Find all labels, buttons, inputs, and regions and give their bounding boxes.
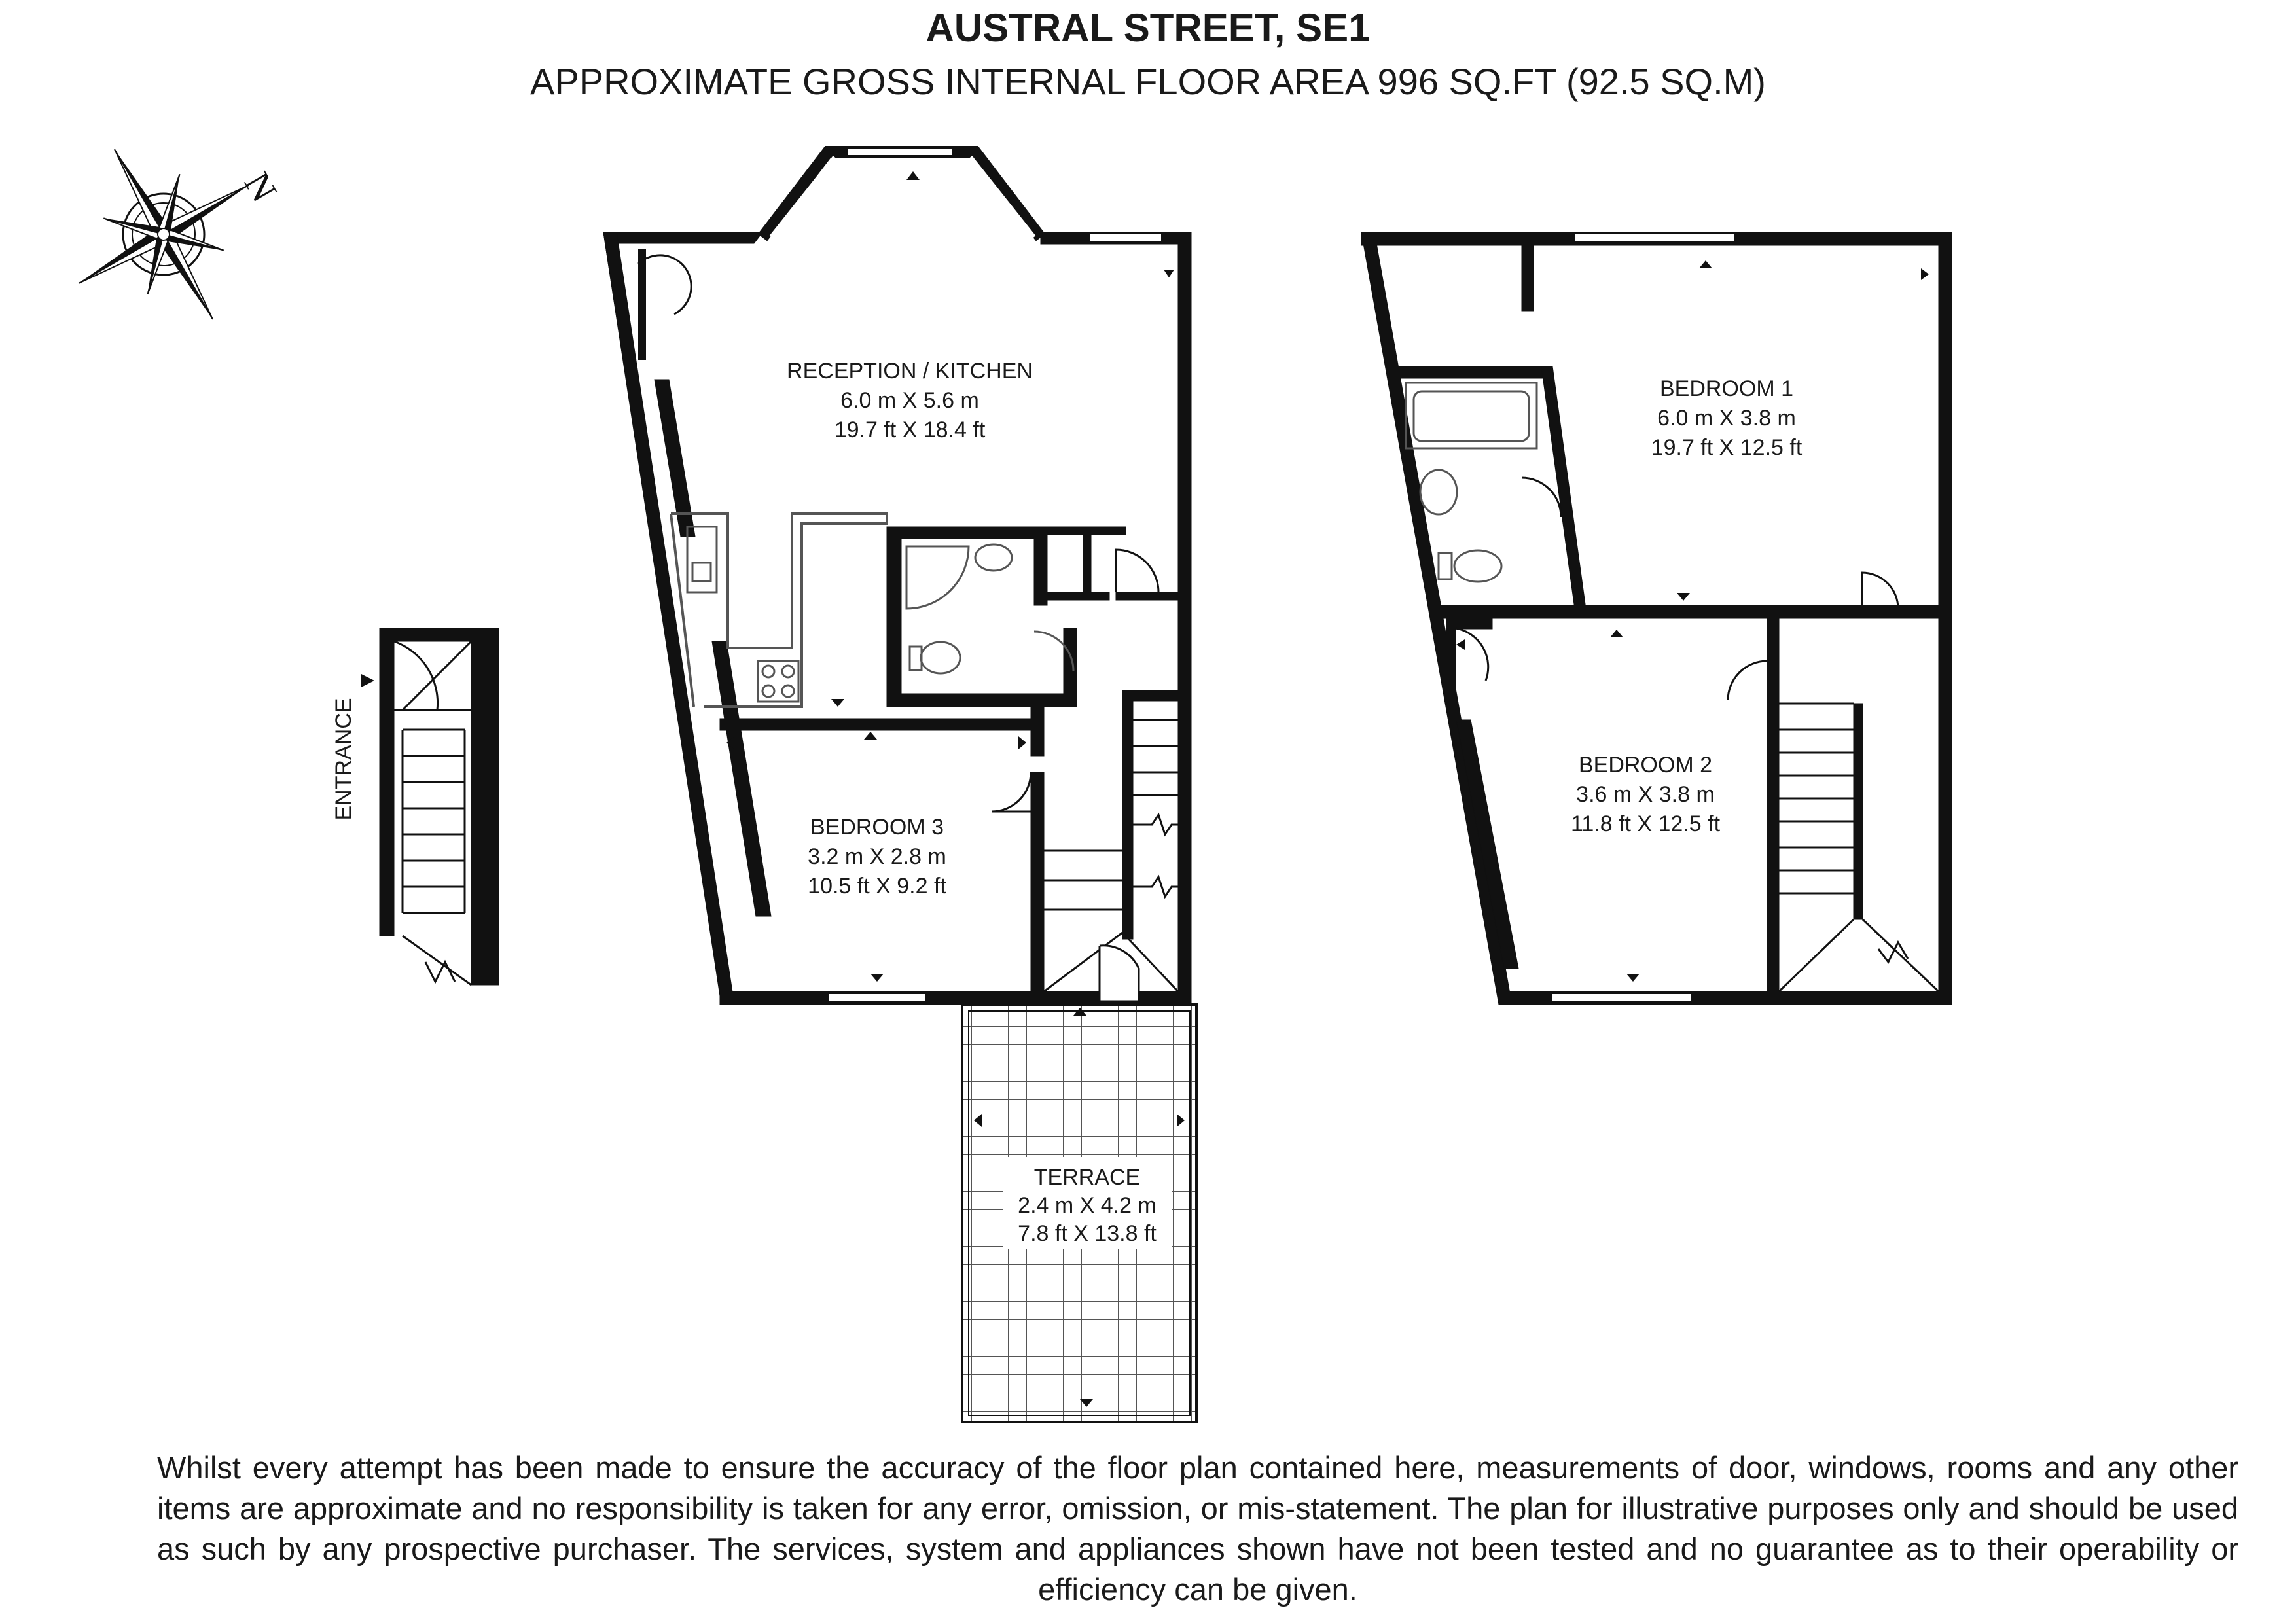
room-terrace [1018, 1165, 1157, 1246]
compass-icon [29, 100, 298, 368]
room-reception-kitchen [787, 359, 1033, 442]
room-name: BEDROOM 1 [1659, 376, 1794, 401]
room-size-metric: 6.0 m X 5.6 m [840, 388, 979, 413]
room-name: BEDROOM 2 [1578, 753, 1713, 777]
upper-floor [1361, 232, 1952, 1005]
entrance-label: ENTRANCE [331, 698, 356, 821]
disclaimer-text: Whilst every attempt has been made to ensure the accuracy of the floor plan contained here, measurements of door, windows, rooms and any other items are approximate and no responsibility is taken for any error, omission, or mis-statement. The plan for illustrative purposes only and should be used as such by any prospective purchaser. The services, system and appliances shown have not been tested and no guarantee as to their operability or efficiency can be given. [157, 1450, 2238, 1607]
entrance-stair [361, 628, 499, 985]
room-size-imperial: 10.5 ft X 9.2 ft [808, 874, 946, 899]
room-name: TERRACE [1033, 1165, 1141, 1190]
compass-north-label: N [236, 166, 285, 209]
room-size-imperial: 11.8 ft X 12.5 ft [1570, 812, 1721, 836]
room-size-metric: 3.2 m X 2.8 m [808, 844, 946, 869]
floor-area-subtitle: APPROXIMATE GROSS INTERNAL FLOOR AREA 996 SQ.FT (92.5 SQ.M) [530, 61, 1766, 102]
plan-title: AUSTRAL STREET, SE1 [925, 6, 1371, 50]
room-size-imperial: 19.7 ft X 18.4 ft [834, 418, 986, 442]
room-bedroom-3 [808, 815, 946, 899]
room-name: BEDROOM 3 [810, 815, 944, 840]
room-name: RECEPTION / KITCHEN [787, 359, 1033, 383]
room-bedroom-1 [1651, 376, 1803, 460]
room-size-imperial: 7.8 ft X 13.8 ft [1018, 1221, 1157, 1246]
room-bedroom-2 [1571, 753, 1721, 836]
room-size-metric: 6.0 m X 3.8 m [1657, 406, 1796, 431]
room-size-imperial: 19.7 ft X 12.5 ft [1651, 435, 1803, 460]
room-size-metric: 3.6 m X 3.8 m [1576, 782, 1715, 807]
room-size-metric: 2.4 m X 4.2 m [1018, 1193, 1157, 1218]
